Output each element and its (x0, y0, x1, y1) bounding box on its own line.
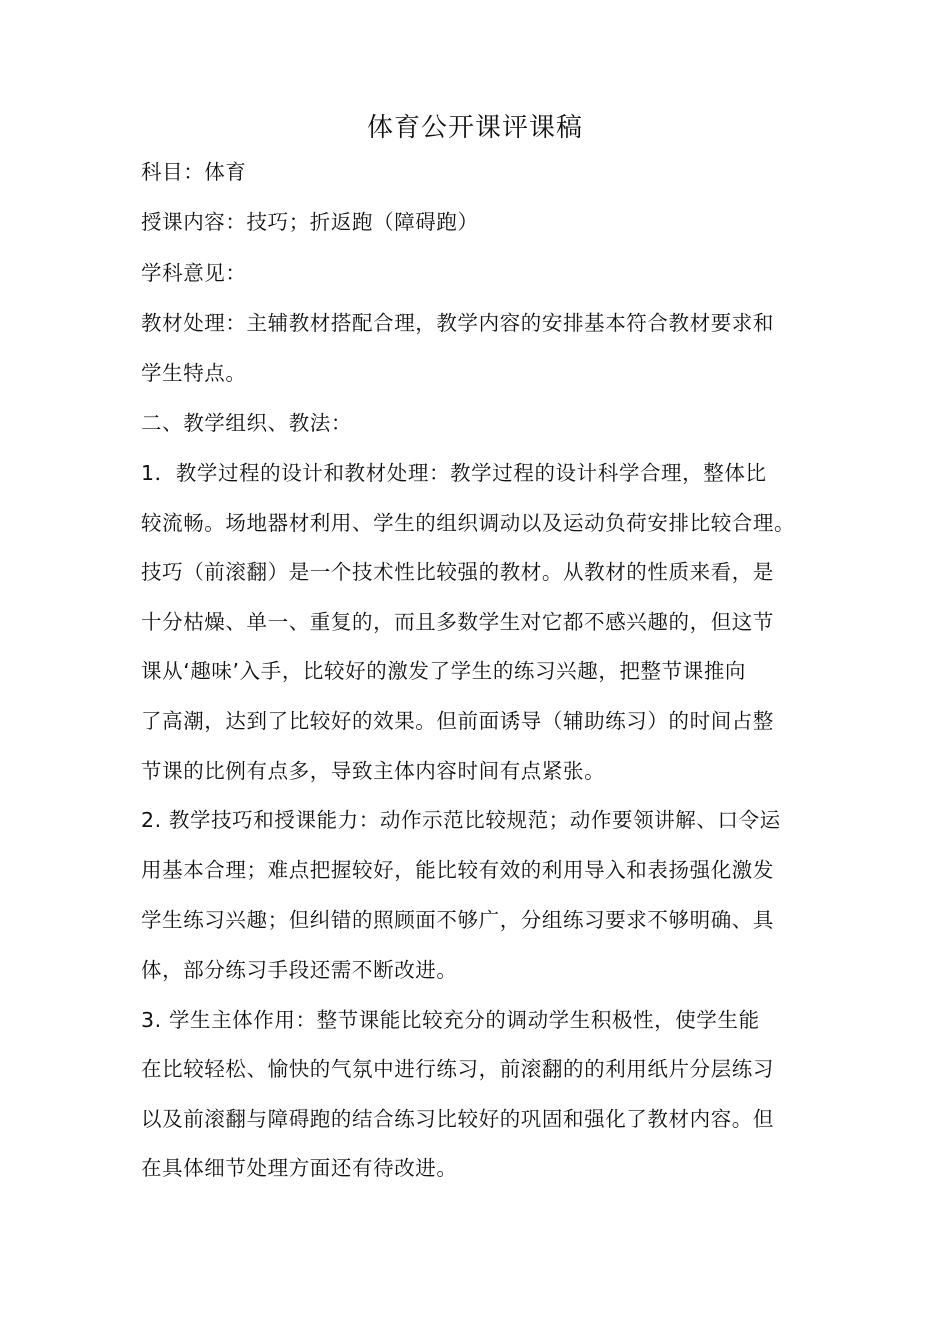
text-line: 课从‘趣味’入手，比较好的激发了学生的练习兴趣，把整节课推向 (141, 659, 747, 683)
text-line: 以及前滚翻与障碍跑的结合练习比较好的巩固和强化了教材内容。但 (141, 1107, 774, 1131)
text-line: 2. 教学技巧和授课能力：动作示范比较规范；动作要领讲解、口令运 (141, 808, 781, 832)
text-line: 学生练习兴趣；但纠错的照顾面不够广，分组练习要求不够明确、具 (141, 908, 774, 932)
text-line: 授课内容：技巧；折返跑（障碍跑） (141, 210, 479, 234)
text-line: 节课的比例有点多，导致主体内容时间有点紧张。 (141, 759, 606, 783)
text-line: 科目：体育 (141, 160, 247, 184)
text-line: 较流畅。场地器材利用、学生的组织调动以及运动负荷安排比较合理。 (141, 511, 796, 535)
text-line: 技巧（前滚翻）是一个技术性比较强的教材。从教材的性质来看，是 (141, 560, 774, 584)
text-line: 1．教学过程的设计和教材处理：教学过程的设计科学合理，整体比 (141, 461, 767, 485)
text-line: 用基本合理；难点把握较好，能比较有效的利用导入和表扬强化激发 (141, 858, 774, 882)
text-line: 学生特点。 (141, 361, 247, 385)
text-line: 在比较轻松、愉快的气氛中进行练习，前滚翻的的利用纸片分层练习 (141, 1057, 774, 1081)
text-line: 教材处理：主辅教材搭配合理，教学内容的安排基本符合教材要求和 (141, 311, 774, 335)
document-title: 体育公开课评课稿 (366, 113, 583, 143)
text-line: 学科意见： (141, 261, 247, 285)
text-line: 体，部分练习手段还需不断改进。 (141, 958, 458, 982)
text-line: 3. 学生主体作用：整节课能比较充分的调动学生积极性，使学生能 (141, 1008, 760, 1032)
text-line: 二、教学组织、教法： (141, 411, 352, 435)
text-line: 了高潮，达到了比较好的效果。但前面诱导（辅助练习）的时间占整 (141, 709, 774, 733)
text-line: 十分枯燥、单一、重复的，而且多数学生对它都不感兴趣的，但这节 (141, 610, 774, 634)
text-line: 在具体细节处理方面还有待改进。 (141, 1156, 458, 1180)
